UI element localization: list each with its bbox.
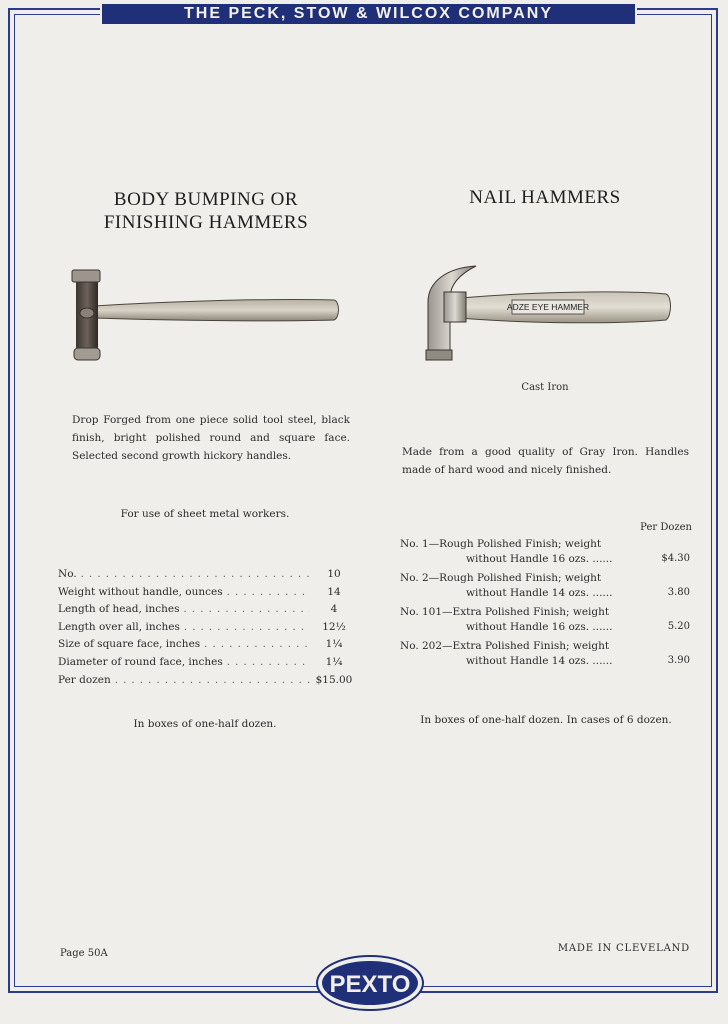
spec-row — [58, 568, 354, 586]
spec-label: Size of square face, inches — [58, 638, 201, 651]
price-item-line2: without Handle 14 ozs. ...... — [466, 586, 613, 599]
price-item-line1: No. 1—Rough Polished Finish; weight — [400, 538, 602, 550]
price-item-line2: without Handle 16 ozs. ...... — [466, 620, 613, 633]
title-line-1: BODY BUMPING OR — [113, 189, 299, 210]
body-bumping-hammer-image — [66, 266, 342, 364]
nail-hammer-caption: Cast Iron — [521, 382, 569, 393]
leader-dots — [204, 639, 310, 650]
spec-label: Length over all, inches — [58, 620, 180, 633]
leader-dots — [227, 587, 310, 598]
leader-dots — [227, 657, 310, 668]
spec-row — [58, 621, 354, 639]
spec-row — [58, 586, 354, 604]
spec-label: Weight without handle, ounces — [58, 585, 223, 598]
price-item-line1: No. 2—Rough Polished Finish; weight — [400, 572, 602, 584]
page-number: Page 50A — [60, 948, 108, 959]
price-value: 5.20 — [667, 620, 690, 632]
spec-row — [58, 674, 354, 692]
body-bumping-title — [62, 188, 350, 234]
spec-value: 14 — [327, 585, 341, 598]
nail-hammer-description: Made from a good quality of Gray Iron. Handles made of hard wood and nicely finished. — [402, 446, 689, 476]
handle-stamp-text: ADZE EYE HAMMER — [506, 302, 590, 312]
spec-table — [58, 568, 354, 691]
spec-row — [58, 656, 354, 674]
pexto-logo — [316, 955, 424, 1011]
nail-hammer-price-list — [400, 537, 692, 673]
price-value: $4.30 — [661, 552, 690, 564]
made-in-label: MADE IN CLEVELAND — [557, 943, 690, 954]
nail-hammers-title: NAIL HAMMERS — [469, 187, 621, 208]
body-bumping-description: Drop Forged from one piece solid tool steel, black finish, bright polished round and square face. Selected second growth hickory handles. — [72, 414, 350, 462]
spec-label: Length of head, inches — [58, 603, 180, 616]
leader-dots — [184, 622, 310, 633]
spec-value: $15.00 — [315, 673, 353, 686]
spec-value: 4 — [330, 603, 338, 616]
spec-value: 12½ — [322, 620, 346, 633]
price-item-line2: without Handle 16 ozs. ...... — [466, 552, 613, 565]
spec-label: No. — [58, 568, 77, 580]
price-value: 3.90 — [667, 654, 690, 666]
nail-hammer-image — [420, 262, 674, 364]
leader-dots — [115, 675, 310, 686]
leader-dots — [81, 569, 310, 580]
price-item-line1: No. 202—Extra Polished Finish; weight — [400, 640, 610, 652]
spec-value: 10 — [327, 568, 341, 580]
company-header: THE PECK, STOW & WILCOX COMPANY — [100, 2, 637, 26]
logo-text: PEXTO — [329, 971, 411, 998]
price-value: 3.80 — [667, 586, 690, 598]
usage-note: For use of sheet metal workers. — [120, 508, 290, 520]
title-line-2: FINISHING HAMMERS — [103, 212, 309, 233]
left-packaging-note: In boxes of one-half dozen. — [133, 718, 277, 730]
spec-row — [58, 603, 354, 621]
price-item — [400, 639, 692, 673]
spec-label: Per dozen — [58, 673, 111, 686]
spec-value: 1¼ — [325, 655, 343, 668]
right-packaging-note: In boxes of one-half dozen. In cases of 6 dozen. — [420, 714, 672, 726]
spec-row — [58, 638, 354, 656]
page-border-inner — [14, 14, 712, 987]
price-item-line1: No. 101—Extra Polished Finish; weight — [400, 606, 610, 618]
price-item — [400, 571, 692, 605]
spec-value: 1¼ — [325, 638, 343, 651]
price-item — [400, 605, 692, 639]
price-item — [400, 537, 692, 571]
per-dozen-header: Per Dozen — [640, 522, 692, 533]
spec-label: Diameter of round face, inches — [58, 655, 223, 668]
price-item-line2: without Handle 14 ozs. ...... — [466, 654, 613, 667]
leader-dots — [184, 604, 310, 615]
